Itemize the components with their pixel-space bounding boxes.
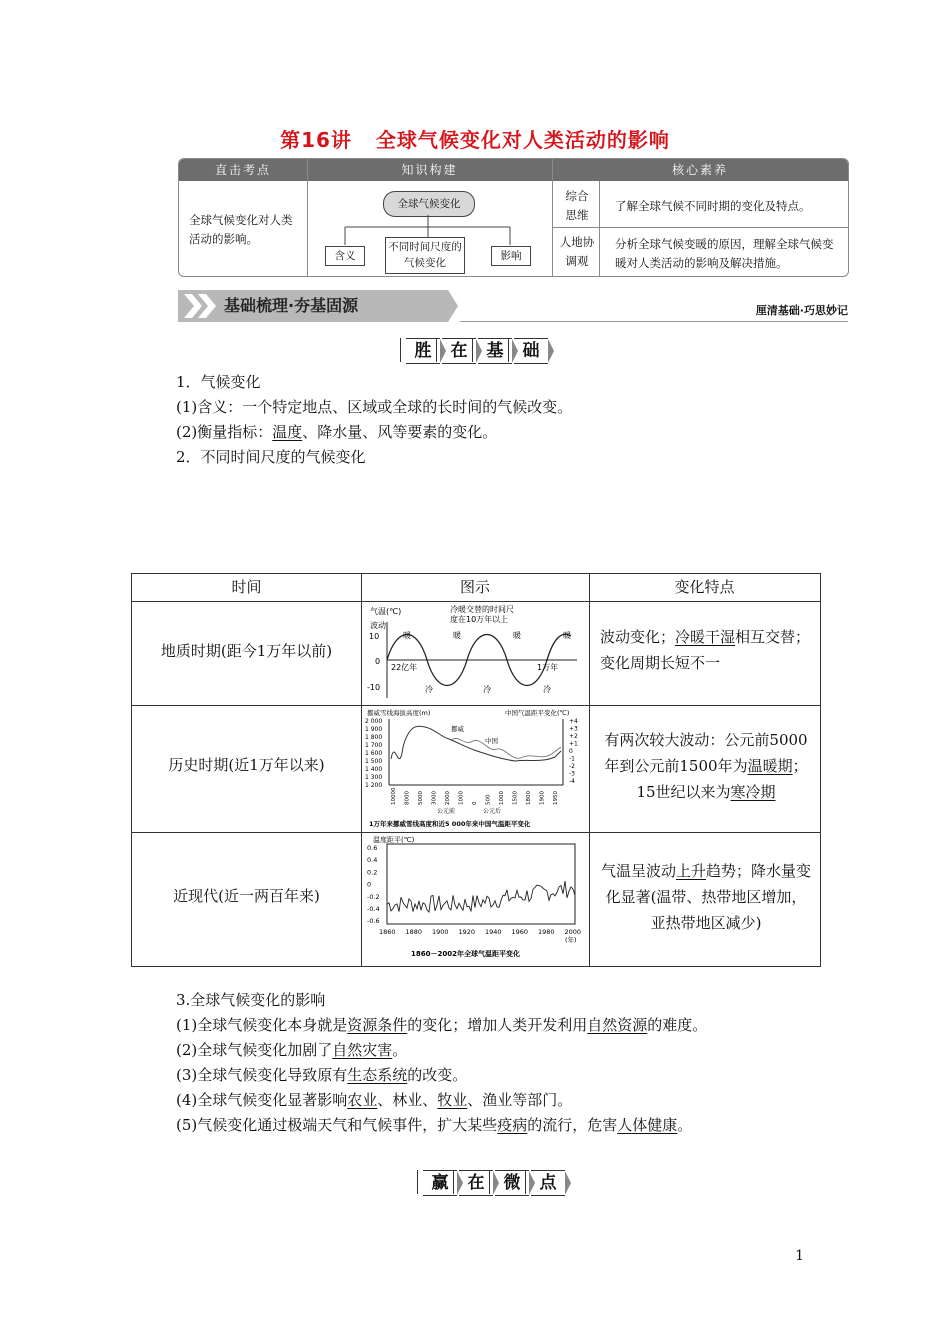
overview-table: [178, 158, 849, 277]
fig-modern-chart: [365, 834, 587, 964]
tree-node-scale: 不同时间尺度的气候变化: [385, 237, 465, 274]
svg-text:暖: 暖: [563, 631, 571, 640]
svg-text:公元后: 公元后: [483, 808, 502, 815]
row-historic-feature: 有两次较大波动：公元前5000年到公元前1500年为温暖期；15世纪以来为寒冷期: [604, 731, 808, 801]
svg-text:冷暖交替的时间尺: 冷暖交替的时间尺: [450, 605, 514, 614]
svg-text:0: 0: [375, 657, 381, 666]
fig2-y-tick: 1 500: [365, 758, 383, 765]
page-title: [0, 124, 950, 153]
s1-line-2: (2)衡量指标：温度、降水量、风等要素的变化。: [176, 423, 498, 441]
fig3-x-tick: 1940: [485, 928, 502, 936]
fig3-x-tick: 1960: [511, 928, 529, 936]
fig2-y-tick: 1 700: [365, 742, 383, 749]
fig3-y-tick: 0.4: [367, 856, 378, 865]
fig3-x-tick: 1880: [405, 928, 423, 936]
s3-line-1: (1)全球气候变化本身就是资源条件的变化；增加人类开发利用自然资源的难度。: [176, 1016, 708, 1034]
fig2-y-tick: 1 200: [365, 782, 383, 789]
row-geologic-time: 地质时期(距今1万年以前): [160, 642, 333, 660]
table-head-figure: 图示: [459, 578, 490, 596]
svg-text:暖: 暖: [403, 631, 411, 640]
fig2-x-tick: 1800: [526, 791, 532, 805]
fig2-r-tick: -3: [569, 770, 575, 778]
row-geologic-feature: 波动变化；冷暖干湿相互交替；变化周期长短不一: [600, 628, 811, 672]
fig2-r-tick: 0: [569, 748, 573, 755]
svg-text:冷: 冷: [543, 685, 551, 694]
svg-text:公元前: 公元前: [437, 808, 456, 815]
heading-2: 2．不同时间尺度的气候变化: [176, 448, 366, 466]
fig2-r-tick: +2: [569, 733, 578, 740]
kaodian-text: 全球气候变化对人类活动的影响。: [189, 213, 293, 246]
page-number: 1: [795, 1248, 804, 1264]
table-head-feature: 变化特点: [674, 578, 735, 596]
climate-scale-table: [131, 573, 821, 967]
svg-text:度在10万年以上: 度在10万年以上: [450, 615, 509, 624]
fig2-r-tick: -4: [569, 778, 575, 785]
fig3-y-tick: 0.2: [367, 868, 378, 877]
banner-right-text: 厘清基础·巧思妙记: [755, 304, 848, 317]
svg-text:挪威雪线海拔高度(m): 挪威雪线海拔高度(m): [367, 709, 431, 717]
suyang-label-1: 综合思维: [565, 189, 589, 222]
fig2-y-tick: 1 400: [365, 766, 383, 773]
fig2-x-tick: 2000: [445, 791, 451, 805]
fig2-x-tick: 1000: [499, 791, 505, 805]
svg-text:1万年: 1万年: [537, 663, 559, 672]
fig2-y-tick: 1 900: [365, 726, 383, 733]
svg-text:波动: 波动: [370, 621, 386, 630]
heading-1: 1．气候变化: [176, 373, 261, 391]
fig2-x-tick: 1000: [458, 791, 465, 805]
tag-shengzaijichu: 胜 在 基 础: [406, 338, 550, 364]
lecture-number: 第16讲: [280, 128, 352, 152]
fig-historic-chart: [365, 707, 587, 831]
svg-text:中国气温距平变化(℃): 中国气温距平变化(℃): [505, 709, 570, 717]
tag-yingzaiweidian: 赢 在 微 点: [423, 1170, 567, 1196]
fig2-x-tick: 1500: [512, 791, 519, 805]
svg-text:温度距平(℃): 温度距平(℃): [373, 836, 415, 844]
suyang-text-1: 了解全球气候不同时期的变化及特点。: [615, 199, 811, 213]
fig-geologic-wave: [365, 604, 585, 702]
fig2-r-tick: -2: [569, 763, 575, 770]
fig2-x-tick: 1900: [539, 791, 546, 805]
s1-line-1: (1)含义：一个特定地点、区域或全球的长时间的气候改变。: [176, 398, 573, 416]
svg-text:挪威: 挪威: [451, 725, 464, 733]
fig2-x-tick: 500: [485, 794, 492, 805]
s3-line-3: (3)全球气候变化导致原有生态系统的改变。: [176, 1066, 468, 1084]
svg-text:1万年来挪威雪线高度和近5 000年来中国气温距平变化: 1万年来挪威雪线高度和近5 000年来中国气温距平变化: [369, 820, 531, 828]
s3-line-5: (5)气候变化通过极端天气和气候事件，扩大某些疫病的流行，危害人体健康。: [176, 1116, 693, 1134]
row-historic-time: 历史时期(近1万年以来): [168, 756, 325, 774]
suyang-label-2: 人地协调观: [559, 235, 595, 268]
svg-text:22亿年: 22亿年: [391, 663, 418, 672]
lecture-name: 全球气候变化对人类活动的影响: [375, 128, 670, 152]
fig2-r-tick: +4: [569, 718, 578, 725]
fig3-x-tick: 1860: [379, 928, 396, 936]
banner-left-text: 基础梳理·夯基固源: [224, 296, 359, 315]
fig2-x-tick: 0: [472, 801, 478, 805]
svg-text:1860－2002年全球气温距平变化: 1860－2002年全球气温距平变化: [411, 950, 520, 958]
fig2-y-tick: 1 300: [365, 774, 383, 781]
fig2-x-tick: 5000: [418, 791, 424, 805]
tree-node-yingxiang: 影响: [491, 246, 531, 266]
col-zhishi-head: 知识构建: [401, 163, 458, 177]
fig2-x-tick: 10000: [391, 787, 397, 805]
fig2-y-tick: 2 000: [365, 718, 383, 725]
fig2-x-tick: 8000: [404, 791, 411, 805]
fig3-x-tick: 1900: [432, 928, 449, 936]
fig2-x-tick: 3000: [431, 791, 438, 805]
fig3-x-tick: 1980: [538, 928, 555, 936]
table-head-time: 时间: [231, 578, 262, 596]
suyang-text-2: 分析全球气候变暖的原因，理解全球气候变暖对人类活动的影响及解决措施。: [615, 237, 834, 270]
row-modern-time: 近现代(近一两百年来): [173, 887, 320, 905]
svg-text:冷: 冷: [425, 685, 433, 694]
fig2-r-tick: +1: [569, 740, 578, 748]
fig3-y-tick: 0.6: [367, 844, 378, 852]
col-kaodian-head: 直击考点: [214, 163, 271, 177]
fig2-r-tick: +3: [569, 725, 578, 733]
fig3-x-tick: 2000: [564, 928, 582, 936]
fig3-y-tick: -0.2: [367, 892, 380, 901]
fig2-y-tick: 1 800: [365, 734, 383, 741]
fig2-r-tick: -1: [569, 755, 575, 763]
section-banner: [178, 290, 848, 322]
svg-text:暖: 暖: [453, 631, 461, 640]
fig3-y-tick: 0: [367, 880, 372, 889]
row-modern-feature: 气温呈波动上升趋势；降水量变化显著(温带、热带地区增加，亚热带地区减少): [600, 862, 812, 932]
svg-text:-10: -10: [367, 683, 381, 692]
svg-text:10: 10: [369, 632, 380, 641]
svg-text:暖: 暖: [513, 631, 521, 640]
tree-node-hanyi: 含义: [325, 246, 365, 266]
tree-root: 全球气候变化: [383, 191, 475, 217]
svg-text:(年): (年): [565, 936, 577, 944]
heading-3: 3.全球气候变化的影响: [176, 991, 326, 1009]
fig3-x-tick: 1920: [458, 928, 476, 936]
fig3-y-tick: -0.6: [367, 917, 380, 926]
fig2-y-tick: 1 600: [365, 750, 383, 757]
svg-text:冷: 冷: [483, 685, 491, 694]
s3-line-4: (4)全球气候变化显著影响农业、林业、牧业、渔业等部门。: [176, 1091, 573, 1109]
fig3-y-tick: -0.4: [367, 905, 380, 913]
col-suyang-head: 核心素养: [671, 163, 728, 177]
svg-text:中国: 中国: [485, 737, 498, 745]
svg-text:气温(℃): 气温(℃): [370, 607, 402, 616]
s3-line-2: (2)全球气候变化加剧了自然灾害。: [176, 1041, 408, 1059]
fig2-x-tick: 1950: [553, 791, 559, 805]
